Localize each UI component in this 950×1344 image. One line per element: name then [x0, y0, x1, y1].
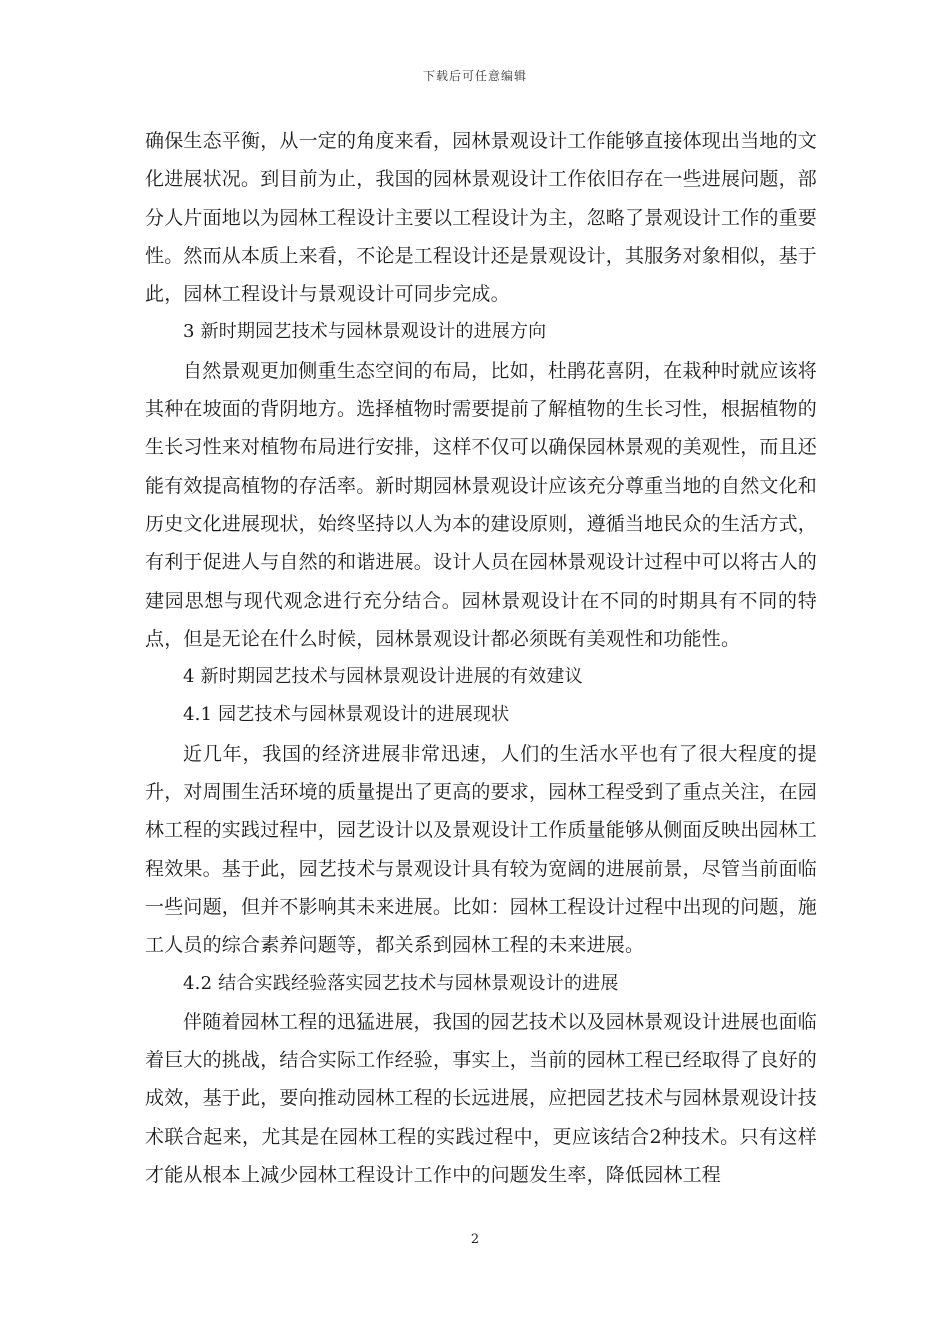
body-paragraph: 确保生态平衡，从一定的角度来看，园林景观设计工作能够直接体现出当地的文化进展状况。到目前为止，我国的园林景观设计工作依旧存在一些进展问题，部分人片面地以为园林工程设计主要以工程设计为主，忽略了景观设计工作的重要性。然而从本质上来看，不论是工程设计还是景观设计，其服务对象相似，基于此，园林工程设计与景观设计可同步完成。	[145, 130, 818, 306]
section-heading: 4 新时期园艺技术与园林景观设计进展的有效建议	[183, 666, 583, 688]
body-paragraph: 自然景观更加侧重生态空间的布局，比如，杜鹃花喜阴，在栽种时就应该将其种在坡面的背阴地方。选择植物时需要提前了解植物的生长习性，根据植物的生长习性来对植物布局进行安排，这样不仅可以确保园林景观的美观性，而且还能有效提高植物的存活率。新时期园林景观设计应该充分尊重当地的自然文化和历史文化进展现状，始终坚持以人为本的建设原则，遵循当地民众的生活方式，有利于促进人与自然的和谐进展。设计人员在园林景观设计过程中可以将古人的建园思想与现代观念进行充分结合。园林景观设计在不同的时期具有不同的特点，但是无论在什么时候，园林景观设计都必须既有美观性和功能性。	[145, 359, 818, 650]
page-header: 下载后可任意编辑	[422, 69, 527, 83]
document-body	[145, 122, 817, 1194]
subsection-heading: 4.2 结合实践经验落实园艺技术与园林景观设计的进展	[183, 972, 619, 994]
body-paragraph: 近几年，我国的经济进展非常迅速，人们的生活水平也有了很大程度的提升，对周围生活环境的质量提出了更高的要求，园林工程受到了重点关注，在园林工程的实践过程中，园艺设计以及景观设计工作质量能够从侧面反映出园林工程效果。基于此，园艺技术与景观设计具有较为宽阔的进展前景，尽管当前面临一些问题，但并不影响其未来进展。比如：园林工程设计过程中出现的问题，施工人员的综合素养问题等，都关系到园林工程的未来进展。	[145, 742, 818, 957]
section-heading: 3 新时期园艺技术与园林景观设计的进展方向	[183, 321, 547, 343]
subsection-heading: 4.1 园艺技术与园林景观设计的进展现状	[183, 704, 510, 726]
page-number: 2	[470, 1232, 480, 1247]
body-paragraph: 伴随着园林工程的迅猛进展，我国的园艺技术以及园林景观设计进展也面临着巨大的挑战，结合实际工作经验，事实上，当前的园林工程已经取得了良好的成效，基于此，要向推动园林工程的长远进展，应把园艺技术与园林景观设计技术联合起来，尤其是在园林工程的实践过程中，更应该结合2种技术。只有这样才能从根本上减少园林工程设计工作中的问题发生率，降低园林工程	[145, 1010, 818, 1187]
